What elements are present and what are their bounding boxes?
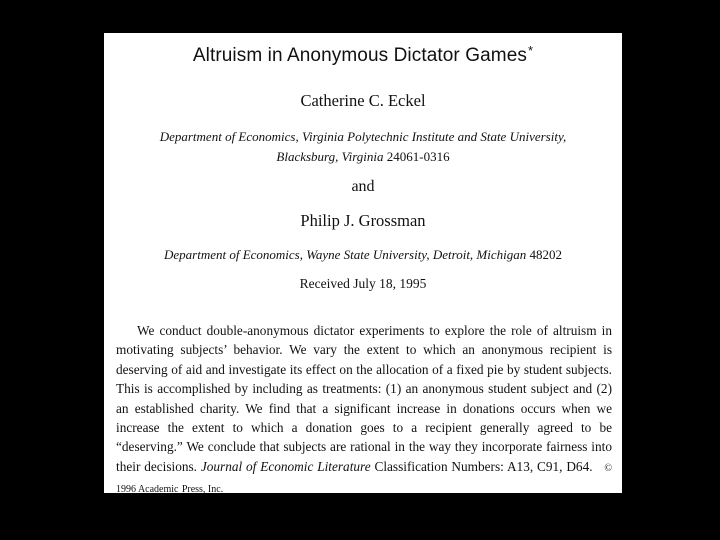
publisher: Press, Inc. (181, 484, 224, 496)
title-text: Altruism in Anonymous Dictator Games (192, 45, 527, 66)
affil-1-zip: 24061-0316 (386, 149, 450, 164)
author-2: Philip J. Grossman (300, 211, 426, 230)
affil-2-dept: Department of Economics (163, 247, 300, 262)
affil-2-zip: 48202 (529, 247, 563, 262)
author-1: Catherine C. Eckel (300, 91, 426, 110)
abstract (116, 321, 612, 500)
and-separator: and (351, 178, 375, 195)
affil-1-inst: Virginia Polytechnic Institute and State University, (301, 129, 567, 144)
affil-1-city: Blacksburg, Virginia (276, 149, 384, 164)
affiliation-2: Department of Economics, Wayne State University, Detroit, Michigan 48202 (163, 247, 563, 262)
abstract-text: We conduct double-anonymous dictator experiments to explore the role of altruism in motivating subjects’ behavior. We vary the extent to which an anonymous recipient is deserving of aid and investigate its effect on the allocation of a fixed pie by student subjects. This is accomplished by including as treatments: (1) an anonymous student subject and (2) an established charity. We find that a significant increase in donations occurs when we increase the extent to which a donation goes to a recipient generally agreed to be “deserving.” We conclude that subjects are rational in the way they incorporate fairness into their decisions. (116, 323, 612, 474)
jel-classification: Classification Numbers: A13, C91, D64. (374, 458, 593, 474)
jel-journal: Journal of Economic Literature (200, 458, 371, 474)
received-date: Received July 18, 1995 (299, 276, 427, 291)
paper-page (104, 33, 622, 496)
affil-2-inst: Wayne State University (306, 247, 427, 262)
affil-1-dept: Department of Economics (159, 129, 296, 144)
title-footnote-mark: * (527, 43, 534, 58)
affil-2-city: Detroit, Michigan (432, 247, 527, 262)
affiliation-1: Department of Economics, Virginia Polytechnic Institute and State University, Blacksburg, Virginia 24061-0316 (159, 129, 567, 164)
paper-title (104, 45, 622, 67)
copyright-notice: © 1996 Academic (116, 462, 612, 496)
